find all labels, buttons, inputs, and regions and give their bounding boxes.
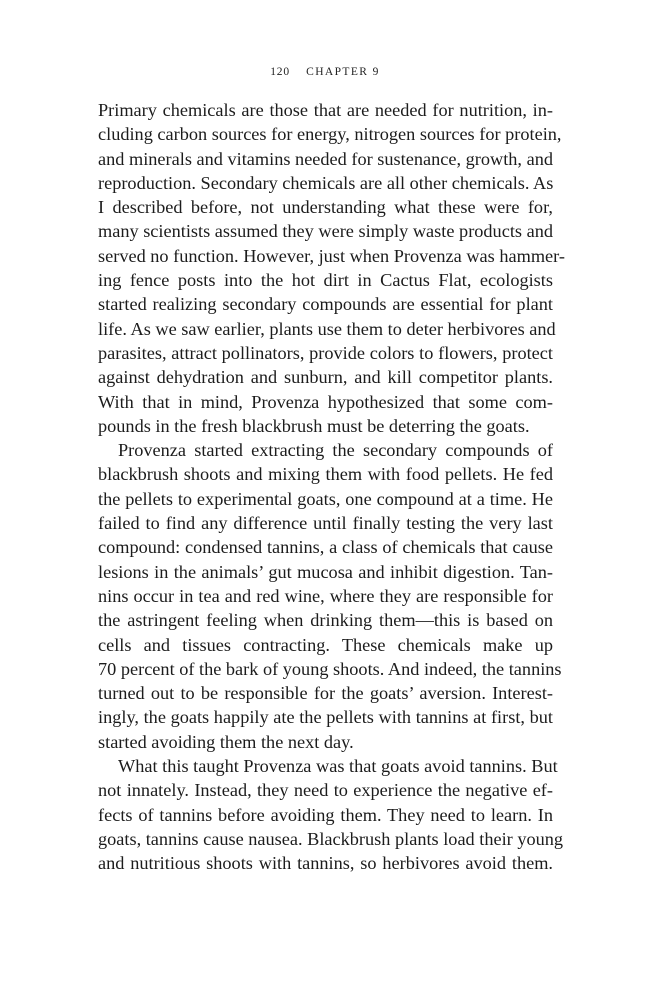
paragraph: [98, 98, 565, 438]
running-head: [0, 66, 650, 78]
body-text: [98, 98, 565, 876]
paragraph: [98, 754, 564, 875]
text-line: nins occur in tea and red wine, where they are responsible for: [98, 585, 553, 606]
text-line: life. As we saw earlier, plants use them to deter herbivores and: [98, 318, 556, 339]
text-line: reproduction. Secondary chemicals are all other chemicals. As: [98, 172, 554, 193]
text-line: 70 percent of the bark of young shoots. And indeed, the tannins: [98, 658, 562, 679]
text-line: not innately. Instead, they need to experience the negative ef-: [98, 780, 553, 801]
text-line: goats, tannins cause nausea. Blackbrush plants load their young: [98, 828, 564, 849]
text-line: and nutritious shoots with tannins, so herbivores avoid them.: [98, 853, 553, 874]
text-line: fects of tannins before avoiding them. They need to learn. In: [98, 804, 553, 825]
text-line: served no function. However, just when Provenza was hammer-: [98, 245, 565, 266]
text-line: the pellets to experimental goats, one compound at a time. He: [98, 488, 553, 509]
paragraph: [98, 438, 562, 754]
text-line: the astringent feeling when drinking them—this is based on: [98, 610, 553, 631]
text-line: against dehydration and sunburn, and kill competitor plants.: [98, 367, 553, 388]
text-line: turned out to be responsible for the goats’ aversion. Interest-: [98, 683, 553, 704]
text-line: ing fence posts into the hot dirt in Cactus Flat, ecologists: [98, 270, 553, 291]
text-line: What this taught Provenza was that goats avoid tannins. But: [118, 756, 558, 777]
text-line: ingly, the goats happily ate the pellets with tannins at first, but: [98, 707, 553, 728]
text-line: Provenza started extracting the secondary compounds of: [118, 440, 553, 461]
text-line: Primary chemicals are those that are needed for nutrition, in-: [98, 100, 553, 120]
text-line: many scientists assumed they were simply waste products and: [98, 221, 553, 242]
text-line: I described before, not understanding what these were for,: [98, 197, 553, 218]
text-line: lesions in the animals’ gut mucosa and inhibit digestion. Tan-: [98, 561, 553, 582]
text-line: pounds in the fresh blackbrush must be deterring the goats.: [98, 415, 530, 436]
text-line: compound: condensed tannins, a class of chemicals that cause: [98, 537, 553, 558]
text-line: With that in mind, Provenza hypothesized that some com-: [98, 391, 553, 412]
text-line: cluding carbon sources for energy, nitrogen sources for protein,: [98, 124, 562, 145]
text-line: cells and tissues contracting. These chemicals make up: [98, 634, 553, 655]
text-line: parasites, attract pollinators, provide colors to flowers, protect: [98, 342, 553, 363]
text-line: failed to find any difference until finally testing the very last: [98, 513, 553, 534]
text-line: started avoiding them the next day.: [98, 731, 354, 752]
chapter-title: CHAPTER 9: [306, 66, 380, 78]
page-number: 120: [270, 66, 290, 78]
text-line: blackbrush shoots and mixing them with food pellets. He fed: [98, 464, 553, 485]
text-line: started realizing secondary compounds are essential for plant: [98, 294, 553, 315]
text-line: and minerals and vitamins needed for sustenance, growth, and: [98, 148, 553, 169]
